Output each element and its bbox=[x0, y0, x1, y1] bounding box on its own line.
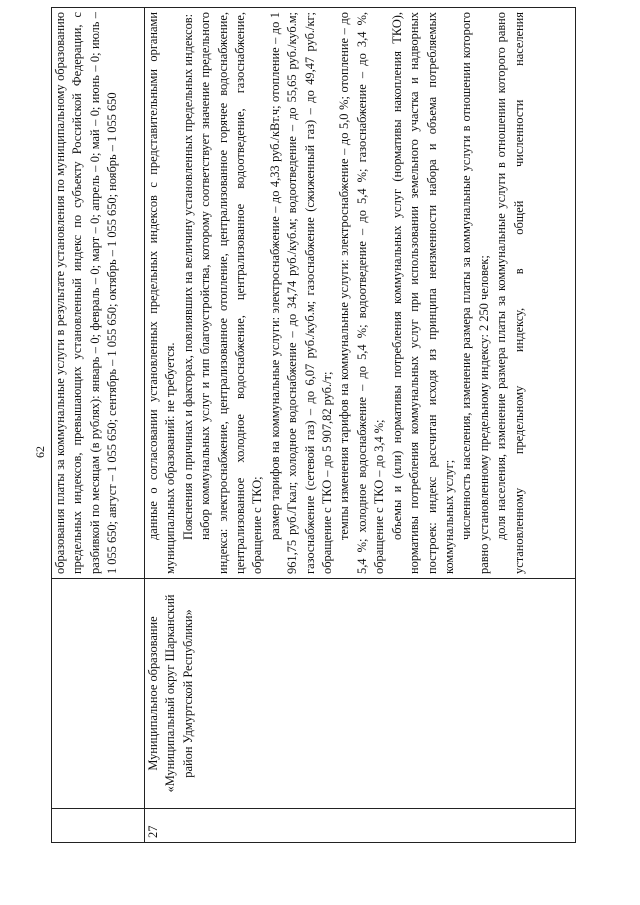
indices-table bbox=[51, 7, 576, 843]
paragraph: Пояснения о причинах и факторах, повлиявших на величину установленных предельных индексов: bbox=[180, 13, 195, 540]
rotated-table-container bbox=[51, 8, 576, 843]
table-row bbox=[52, 8, 145, 843]
explanation-cell bbox=[52, 8, 145, 579]
page-number: 62 bbox=[33, 446, 47, 458]
paragraph: данные о согласовании установленных предельных индексов с представительными органами муниципальных образований: не требуется. bbox=[146, 12, 178, 574]
paragraph: численность населения, изменение размера платы за коммунальные услуги в отношении которого равно установленному предельному индексу: 2 250 человек; bbox=[459, 12, 491, 574]
paragraph: объемы и (или) нормативы потребления коммунальных услуг (нормативы накопления ТКО), нормативы потребления коммунальных услуг при использовании земельного участка и надворных построек: индекс рассчитан исходя из принципа неизменности набора и объема потребляемых коммунальных услуг; bbox=[389, 12, 456, 574]
paragraph: набор коммунальных услуг и тип благоустройства, которому соответствует значение предельного индекса: электроснабжение, централизованное отопление, централизованное горячее водоснабжение, централизованное холодное водоснабжение, централизованное водоотведение, газоснабжение, обращение с ТКО; bbox=[198, 12, 265, 574]
municipality-cell: Муниципальное образование «Муниципальный округ Шарканский район Удмуртской Республики» bbox=[145, 579, 576, 809]
explanation-cell bbox=[145, 8, 576, 579]
table-row bbox=[145, 8, 576, 843]
paragraph: темпы изменения тарифов на коммунальные услуги: электроснабжение – до 5,0 %; отопление – до 5,4 %; холодное водоснабжение – до 5,4 %; водоотведение – до 5,4 %; газоснабжение – до 3,4 %, обращение с ТКО – до 3,4 %; bbox=[337, 12, 387, 574]
row-number-cell bbox=[52, 809, 145, 843]
paragraph: доля населения, изменение размера платы за коммунальные услуги в отношении которого равно установленному предельному индексу, в общей численности населения bbox=[494, 12, 526, 574]
row-number-cell: 27 bbox=[145, 809, 576, 843]
paragraph: размер тарифов на коммунальные услуги: электроснабжение – до 4,33 руб./кВт.ч; отопление – до 1 961,75 руб./Гкал; холодное водоснабжение – до 34,74 руб./куб.м; водоотведение – до 55,65 руб./куб.м; газоснабжение (сетевой газ) – до 6,07 руб./куб.м; газоснабжение (сжиженный газ) – до 49,47 руб./кг; обращение с ТКО – до 5 907,82 руб./т; bbox=[267, 12, 335, 574]
municipality-cell bbox=[52, 579, 145, 809]
paragraph: образования платы за коммунальные услуги в результате установления по муниципальному образованию предельных индексов, превышающих установленный индекс по субъекту Российской Федерации, с разбивкой по месяцам (в рублях): январь – 0; февраль – 0; март – 0; апрель – 0; май – 0; июнь – 0; июль – 1 055 650; август – 1 055 650; сентябрь – 1 055 650; октябрь – 1 055 650; ноябрь – 1 055 650 bbox=[53, 12, 120, 574]
